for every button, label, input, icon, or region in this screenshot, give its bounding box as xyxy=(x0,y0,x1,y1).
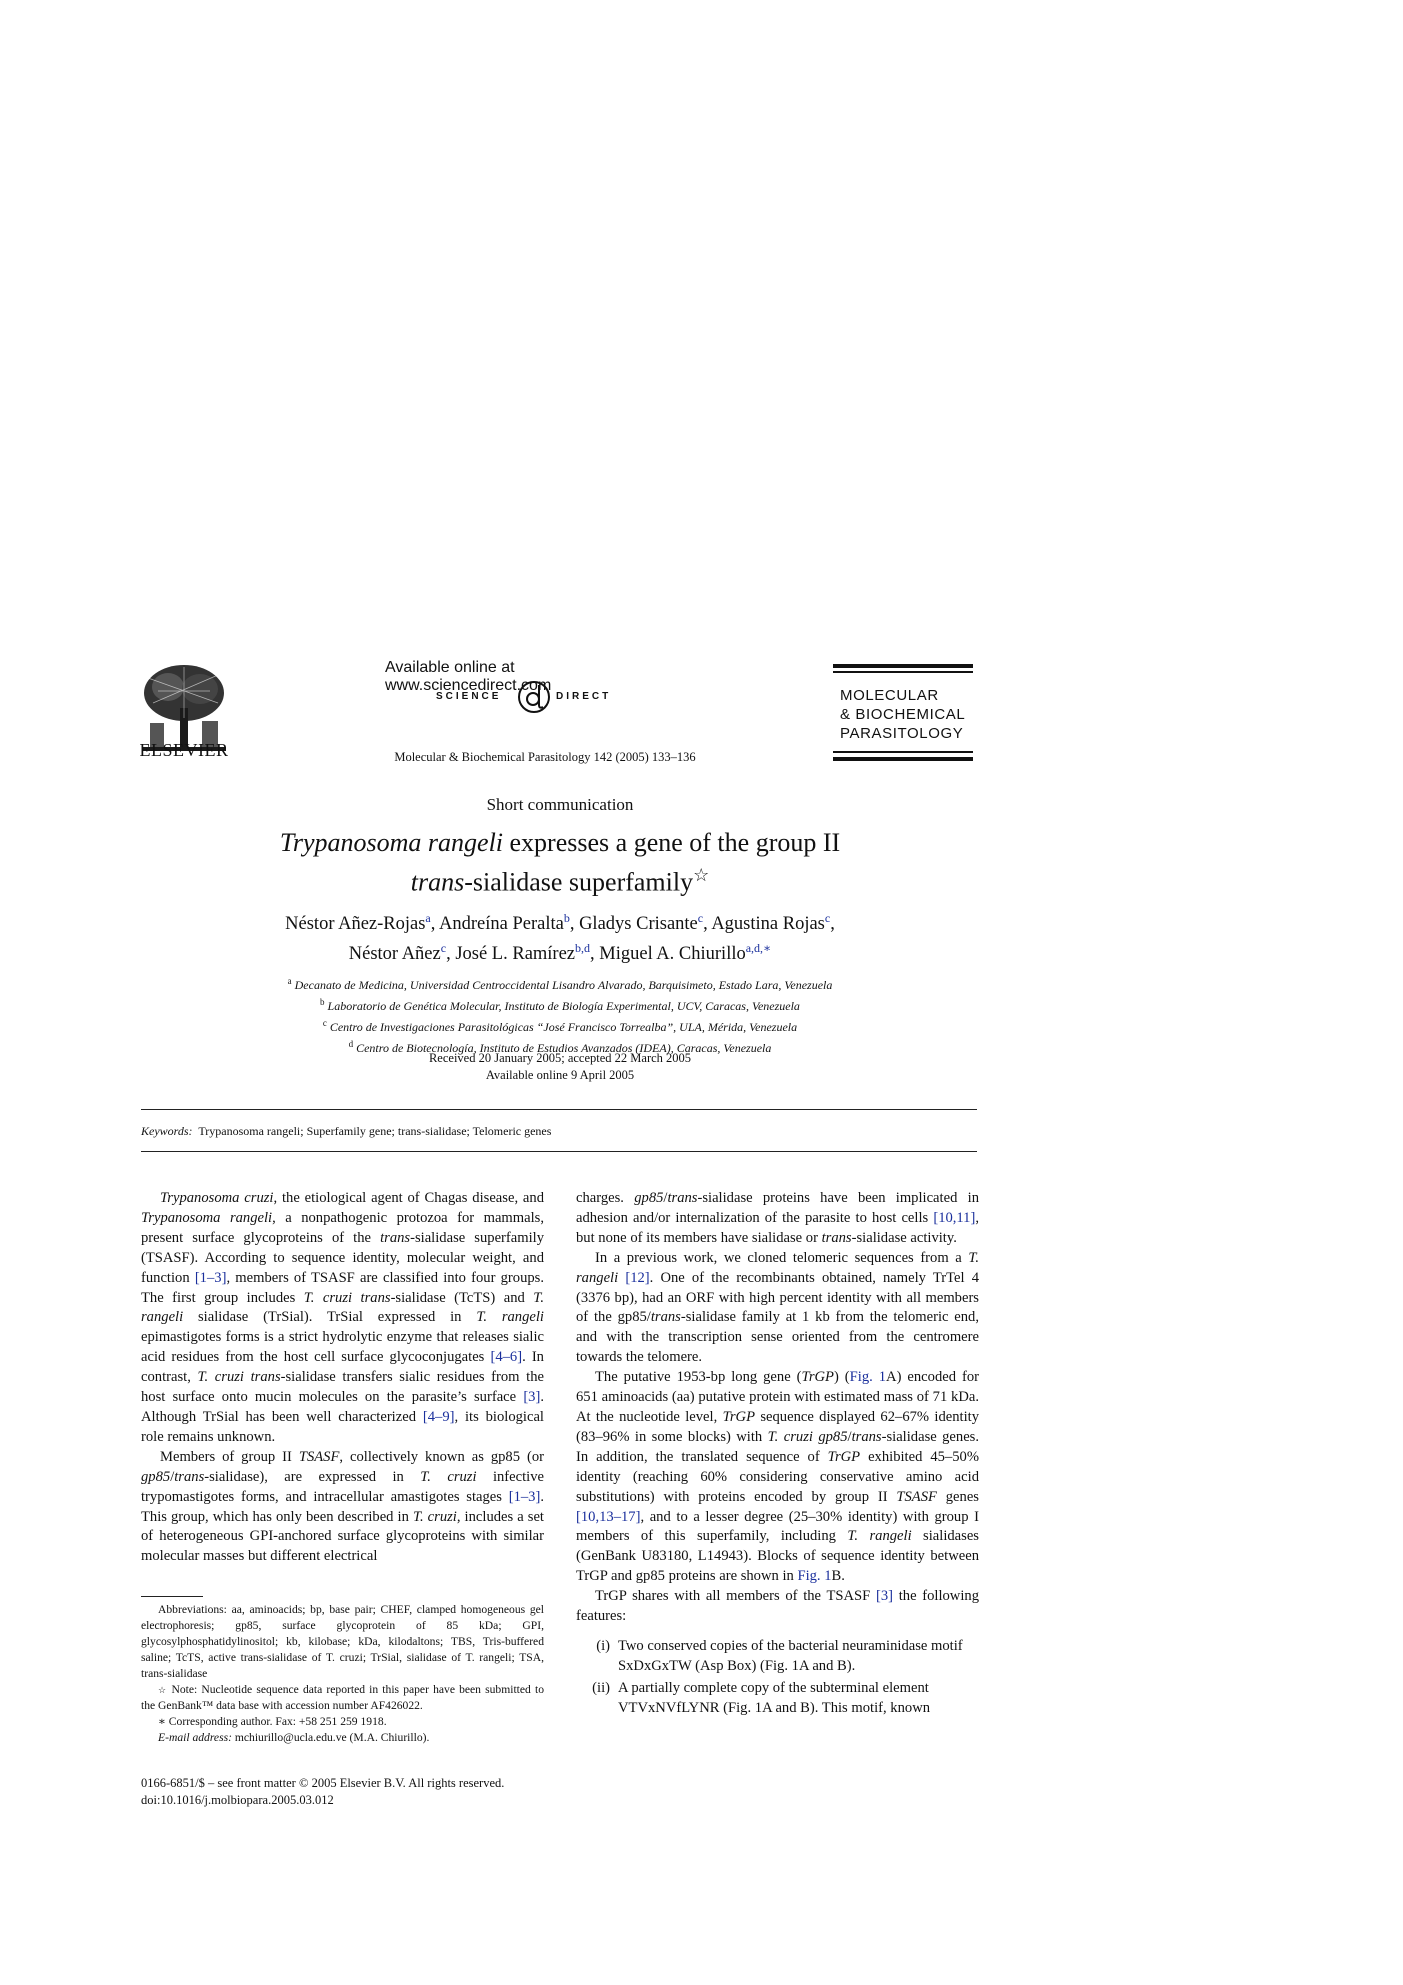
author: Néstor Añez$^c$, xyxy=(348,941,456,965)
keywords xyxy=(141,1124,977,1139)
available-online-text: Available online at www.sciencedirect.com xyxy=(385,659,552,694)
journal-rule-top xyxy=(833,664,973,668)
affiliation-link[interactable]: c xyxy=(440,941,447,956)
paragraph: Trypanosoma cruzi, the etiological agent of Chagas disease, and Trypanosoma rangeli, a nonpathogenic protozoa for mammals, present surface glycoproteins of the trans-sialidase superfamily (TSASF). According to sequence identity, molecular weight, and function [1–3], members of TSASF are classified into four groups. The first group includes T. cruzi trans-sialidase (TcTS) and T. rangeli sialidase (TrSial). TrSial expressed in T. rangeli epimastigotes forms is a strict hydrolytic enzyme that releases sialic acid residues from the host cell surface glycoconjugates [4–6]. In contrast, T. cruzi trans-sialidase transfers sialic residues from the host surface onto mucin molecules on the parasite’s surface [3]. Although TrSial has been well characterized [4–9], its biological role remains unknown. xyxy=(141,1190,545,1445)
affiliation-link[interactable]: a,d,∗ xyxy=(745,941,772,956)
copyright-block xyxy=(141,1775,561,1809)
sciencedirect-logo-left: SCIENCE xyxy=(436,691,502,702)
footnote-abbreviations: Abbreviations: aa, aminoacids; bp, base pair; CHEF, clamped homogeneous gel electrophoresis; gp85, surface glycoprotein of 85 kDa; GPI, glycosylphosphatidylinositol; kb, kilobase; kDa, kilodaltons; TBS, Tris-buffered saline; TcTS, active trans-sialidase of T. cruzi; TrSial, sialidase of T. rangeli; TSA, trans-sialidase xyxy=(141,1603,544,1680)
affiliation-link[interactable]: c xyxy=(697,911,704,925)
article-title xyxy=(180,826,940,899)
affiliation-link[interactable]: b xyxy=(563,911,570,925)
sciencedirect-logo-right: DIRECT xyxy=(556,691,612,702)
elsevier-wordmark: ELSEVIER xyxy=(139,740,229,760)
affiliations xyxy=(180,973,940,1057)
paragraph: The putative 1953-bp long gene (TrGP) (Fig. 1A) encoded for 651 aminoacids (aa) putative protein with estimated mass of 71 kDa. At the nucleotide level, TrGP sequence displayed 62–67% identity (83–96% in some blocks) with T. cruzi gp85/trans-sialidase genes. In addition, the translated sequence of TrGP exhibited 45–50% identity (reaching 60% considering conservative amino acid substitutions) with proteins encoded by group II TSASF genes [10,13–17], and to a lesser degree (25–30% identity) with group I members of this superfamily, including T. rangeli sialidases (GenBank U83180, L14943). Blocks of sequence identity between TrGP and gp85 proteins are shown in Fig. 1B. xyxy=(576,1369,980,1585)
list-item: (i) Two conserved copies of the bacterial neuraminidase motif SxDxGxTW (Asp Box) (Fig. 1A and B). xyxy=(596,1637,963,1674)
available-date: Available online 9 April 2005 xyxy=(485,1068,635,1082)
title-italic-2: trans xyxy=(410,867,465,897)
title-italic-1: Trypanosoma rangeli xyxy=(279,828,504,857)
affiliation-link[interactable]: b,d xyxy=(575,941,591,956)
journal-reference: Molecular & Biochemical Parasitology 142 (2005) 133–136 xyxy=(394,750,696,764)
doi-line[interactable]: doi:10.1016/j.molbiopara.2005.03.012 xyxy=(141,1793,334,1807)
affiliation-link[interactable]: c xyxy=(824,911,831,925)
paragraph: Members of group II TSASF, collectively known as gp85 (or gp85/trans-sialidase), are expressed in T. cruzi infective trypomastigotes forms, and intracellular amastigotes stages [1–3]. This group, which has only been described in T. cruzi, includes a set of heterogeneous GPI-anchored surface glycoproteins with similar molecular masses but different electrical xyxy=(141,1448,544,1565)
keywords-label: Keywords: xyxy=(141,1124,193,1138)
journal-name-line-2: & BIOCHEMICAL xyxy=(840,706,966,723)
affiliation: $^c$ Centro de Investigaciones Parasitológicas “José Francisco Torrealba”, ULA, Mérida, Venezuela xyxy=(322,1018,798,1034)
footnote-note: ☆ Note: Nucleotide sequence data reported in this paper have been submitted to the GenBank™ data base with accession number AF426022. xyxy=(141,1683,544,1712)
copyright-line: 0166-6851/$ – see front matter © 2005 Elsevier B.V. All rights reserved. xyxy=(141,1776,505,1790)
affiliation: $^d$ Centro de Biotecnología, Instituto de Estudios Avanzados (IDEA), Caracas, Venezuela xyxy=(348,1039,772,1055)
paragraph: charges. gp85/trans-sialidase proteins have been implicated in adhesion and/or internalization of the parasite to host cells [10,11], but none of its members have sialidase or trans-sialidase activity. xyxy=(576,1190,979,1246)
affiliation-link[interactable]: a xyxy=(425,911,431,925)
journal-rule-bottom xyxy=(833,757,973,761)
journal-name xyxy=(840,686,980,743)
author: Gladys Crisante$^c$, xyxy=(579,911,712,935)
article-dates xyxy=(300,1050,820,1084)
journal-name-line-1: MOLECULAR xyxy=(840,687,939,704)
footnote-corresponding: ∗ Corresponding author. Fax: +58 251 259 1918. xyxy=(158,1715,387,1728)
title-footnote-star[interactable]: ☆ xyxy=(693,865,710,885)
paragraph: In a previous work, we cloned telomeric sequences from a T. rangeli [12]. One of the recombinants obtained, namely TrTel 4 (3376 bp), had an ORF with high percent identity with all members of the gp85/trans-sialidase family at 1 kb from the telomeric end, and with the transcription sense oriented from the centromere towards the telomere. xyxy=(576,1249,979,1366)
title-rest-1: expresses a gene of the group II xyxy=(503,828,841,857)
author: Andreína Peralta$^b$, xyxy=(438,911,580,935)
author: Miguel A. Chiurillo$^{a,d,∗}$ xyxy=(599,941,772,965)
title-rest-2: -sialidase superfamily xyxy=(464,867,694,897)
affiliation: $^b$ Laboratorio de Genética Molecular, Instituto de Biología Experimental, UCV, Caracas, Venezuela xyxy=(320,997,800,1013)
body-column-right xyxy=(576,1189,979,1719)
keywords-rule-bottom xyxy=(141,1151,977,1152)
at-sign-icon xyxy=(516,679,552,715)
footnote-rule xyxy=(141,1596,203,1597)
journal-rule-top-thin xyxy=(833,671,973,673)
paragraph: TrGP shares with all members of the TSASF [3] the following features: xyxy=(576,1588,979,1625)
body-column-left xyxy=(141,1189,544,1567)
received-date: Received 20 January 2005; accepted 22 March 2005 xyxy=(428,1051,692,1065)
sciencedirect-logo xyxy=(436,679,626,715)
keywords-text: Trypanosoma rangeli; Superfamily gene; trans-sialidase; Telomeric genes xyxy=(198,1124,552,1138)
keywords-rule-top xyxy=(141,1109,977,1110)
email-link[interactable]: mchiurillo@ucla.edu.ve (M.A. Chiurillo). xyxy=(234,1731,430,1744)
list-item: (ii) A partially complete copy of the subterminal element VTVxNVfLYNR (Fig. 1A and B). This motif, known xyxy=(592,1679,931,1716)
footnote-email: E-mail address: mchiurillo@ucla.edu.ve (M.A. Chiurillo). xyxy=(158,1731,430,1744)
affiliation: $^a$ Decanato de Medicina, Universidad Centroccidental Lisandro Alvarado, Barquisimeto, Estado Lara, Venezuela xyxy=(287,976,833,992)
author: Agustina Rojas$^c$, xyxy=(711,911,835,935)
author-list xyxy=(170,906,950,966)
article-type: Short communication xyxy=(486,795,634,814)
journal-rule-bottom-thin xyxy=(833,751,973,753)
author: José L. Ramírez$^{b,d}$, xyxy=(455,941,600,965)
footnotes xyxy=(141,1602,544,1746)
journal-name-line-3: PARASITOLOGY xyxy=(840,725,964,742)
author: Néstor Añez-Rojas$^a$, xyxy=(285,911,439,935)
